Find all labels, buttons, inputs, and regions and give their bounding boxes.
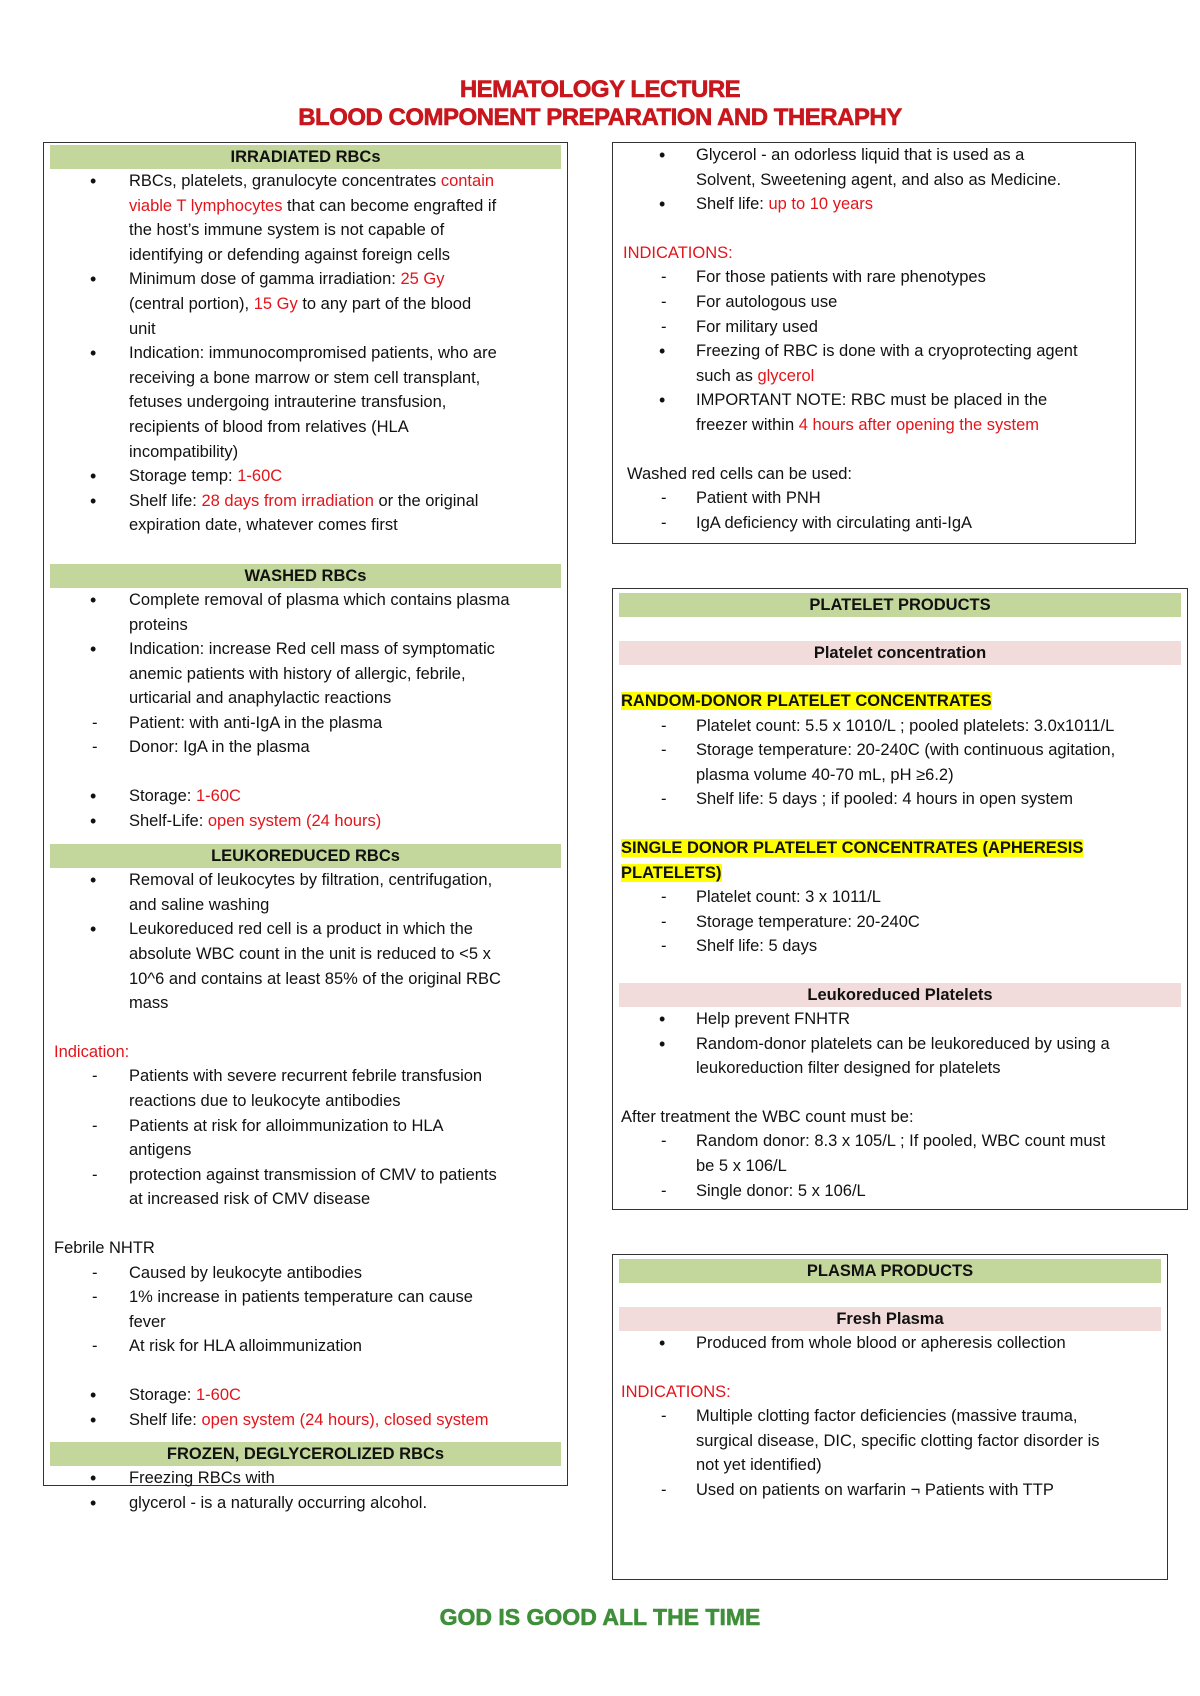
list-item: • RBCs, platelets, granulocyte concentrates contain <box>44 169 567 194</box>
list-item-cont: reactions due to leukocyte antibodies <box>129 1092 401 1110</box>
list-item: - Donor: IgA in the plasma <box>44 735 567 760</box>
list-item: - Platelet count: 3 x 1011/L <box>613 885 1187 910</box>
frozen-section-left <box>44 1466 567 1515</box>
washed-header: WASHED RBCs <box>50 564 561 588</box>
random-donor-label: RANDOM-DONOR PLATELET CONCENTRATES <box>621 692 992 710</box>
list-item: - Shelf life: 5 days <box>613 934 1187 959</box>
list-item: • Storage temp: 1-60C <box>44 464 567 489</box>
list-item: • Leukoreduced red cell is a product in which the <box>44 917 567 942</box>
plasma-products-box <box>612 1254 1168 1580</box>
platelet-concentration-subheader: Platelet concentration <box>619 641 1181 665</box>
frozen-header: FROZEN, DEGLYCEROLIZED RBCs <box>50 1442 561 1466</box>
fresh-plasma-subheader: Fresh Plasma <box>619 1307 1161 1331</box>
list-item: - Used on patients on warfarin ¬ Patients with TTP <box>613 1478 1167 1503</box>
list-item-cont: fever <box>129 1312 166 1331</box>
list-item: - 1% increase in patients temperature can cause <box>44 1285 567 1310</box>
list-item-cont: unit <box>129 319 156 338</box>
list-item: - Random donor: 8.3 x 105/L ; If pooled, WBC count must <box>613 1129 1187 1154</box>
list-item: • IMPORTANT NOTE: RBC must be placed in the <box>613 388 1135 413</box>
list-item: - Shelf life: 5 days ; if pooled: 4 hours in open system <box>613 787 1187 812</box>
after-treatment-label: After treatment the WBC count must be: <box>621 1107 914 1126</box>
list-item-cont: identifying or defending against foreign cells <box>129 245 451 264</box>
list-item: • Shelf life: 28 days from irradiation or the original <box>44 489 567 514</box>
list-item-cont: anemic patients with history of allergic, febrile, <box>129 664 466 683</box>
list-item: - Storage temperature: 20-240C (with continuous agitation, <box>613 738 1187 763</box>
list-item-cont: incompatibility) <box>129 442 239 461</box>
list-item: - For military used <box>613 315 1135 340</box>
single-donor-label: SINGLE DONOR PLATELET CONCENTRATES (APHERESIS PLATELETS) <box>621 838 1084 882</box>
list-item: • Shelf life: up to 10 years <box>613 192 1135 217</box>
list-item-cont: such as glycerol <box>696 366 815 385</box>
washed-use-label: Washed red cells can be used: <box>627 464 853 483</box>
list-item: • Produced from whole blood or apheresis collection <box>613 1331 1167 1356</box>
febrile-label: Febrile NHTR <box>54 1238 155 1257</box>
indications-label: INDICATIONS: <box>623 243 733 262</box>
list-item: - For autologous use <box>613 290 1135 315</box>
list-item-cont: antigens <box>129 1141 192 1160</box>
list-item-cont: be 5 x 106/L <box>696 1156 787 1175</box>
plasma-header: PLASMA PRODUCTS <box>619 1259 1161 1283</box>
list-item-cont: freezer within 4 hours after opening the system <box>696 415 1040 434</box>
list-item-cont: absolute WBC count in the unit is reduced to <5 x <box>129 945 491 964</box>
list-item-cont: urticarial and anaphylactic reactions <box>129 689 392 708</box>
document-title: HEMATOLOGY LECTURE <box>459 76 741 103</box>
list-item: - Caused by leukocyte antibodies <box>44 1261 567 1286</box>
list-item: • Storage: 1-60C <box>44 1383 567 1408</box>
left-column-box <box>43 142 568 1512</box>
footer-text: GOD IS GOOD ALL THE TIME <box>439 1604 761 1630</box>
list-item: • Storage: 1-60C <box>44 784 567 809</box>
list-item: - Patient with PNH <box>613 486 1135 511</box>
list-item-cont: surgical disease, DIC, specific clotting factor disorder is <box>696 1431 1100 1450</box>
list-item-cont: fetuses undergoing intrauterine transfusion, <box>129 393 447 412</box>
list-item: • Complete removal of plasma which contains plasma <box>44 588 567 613</box>
list-item: • glycerol - is a naturally occurring alcohol. <box>44 1491 567 1516</box>
list-item: • Shelf life: open system (24 hours), closed system <box>44 1408 567 1433</box>
list-item: • Indication: immunocompromised patients, who are <box>44 341 567 366</box>
platelet-header: PLATELET PRODUCTS <box>619 593 1181 617</box>
leukoreduced-header: LEUKOREDUCED RBCs <box>50 844 561 868</box>
list-item: • Freezing RBCs with <box>44 1466 567 1491</box>
list-item-cont: viable T lymphocytes that can become engrafted if <box>129 196 497 215</box>
list-item: - Multiple clotting factor deficiencies (massive trauma, <box>613 1404 1167 1429</box>
list-item-cont: receiving a bone marrow or stem cell transplant, <box>129 368 481 387</box>
list-item-cont: mass <box>129 994 169 1013</box>
list-item: • Help prevent FNHTR <box>613 1007 1187 1032</box>
washed-section <box>44 588 567 833</box>
document-subtitle: BLOOD COMPONENT PREPARATION AND THERAPHY <box>298 104 902 131</box>
list-item: - For those patients with rare phenotypes <box>613 265 1135 290</box>
list-item: - Patients at risk for alloimmunization to HLA <box>44 1114 567 1139</box>
list-item: • Glycerol - an odorless liquid that is used as a <box>613 143 1135 168</box>
list-item-cont: leukoreduction filter designed for platelets <box>696 1059 1001 1078</box>
list-item: • Minimum dose of gamma irradiation: 25 Gy <box>44 267 567 292</box>
list-item: • Removal of leukocytes by filtration, centrifugation, <box>44 868 567 893</box>
list-item-cont: expiration date, whatever comes first <box>129 516 398 535</box>
list-item-cont: recipients of blood from relatives (HLA <box>129 417 409 436</box>
list-item-cont: (central portion), 15 Gy to any part of the blood <box>129 294 472 313</box>
indications-label: INDICATIONS: <box>621 1382 731 1401</box>
list-item: • Shelf-Life: open system (24 hours) <box>44 809 567 834</box>
list-item-cont: at increased risk of CMV disease <box>129 1190 371 1209</box>
irradiated-section <box>44 169 567 538</box>
list-item: - Single donor: 5 x 106/L <box>613 1179 1187 1204</box>
list-item: - Patient: with anti-IgA in the plasma <box>44 711 567 736</box>
platelet-products-box <box>612 588 1188 1210</box>
list-item-cont: 10^6 and contains at least 85% of the original RBC <box>129 969 501 988</box>
list-item: - Platelet count: 5.5 x 1010/L ; pooled platelets: 3.0x1011/L <box>613 714 1187 739</box>
list-item: • Random-donor platelets can be leukoreduced by using a <box>613 1032 1187 1057</box>
list-item-cont: the host’s immune system is not capable of <box>129 221 445 240</box>
list-item: • Freezing of RBC is done with a cryoprotecting agent <box>613 339 1135 364</box>
list-item-cont: and saline washing <box>129 895 270 914</box>
list-item: - protection against transmission of CMV to patients <box>44 1163 567 1188</box>
irradiated-header: IRRADIATED RBCs <box>50 145 561 169</box>
list-item: • Indication: increase Red cell mass of symptomatic <box>44 637 567 662</box>
leukoreduced-platelets-subheader: Leukoreduced Platelets <box>619 983 1181 1007</box>
list-item-cont: not yet identified) <box>696 1456 822 1475</box>
list-item: - At risk for HLA alloimmunization <box>44 1334 567 1359</box>
leukoreduced-section <box>44 868 567 1432</box>
indication-label: Indication: <box>54 1042 130 1061</box>
frozen-continuation-box <box>612 142 1136 544</box>
list-item-cont: plasma volume 40-70 mL, pH ≥6.2) <box>696 765 954 784</box>
list-item: - Storage temperature: 20-240C <box>613 910 1187 935</box>
list-item: - IgA deficiency with circulating anti-IgA <box>613 511 1135 536</box>
list-item-cont: Solvent, Sweetening agent, and also as Medicine. <box>696 170 1062 189</box>
list-item: - Patients with severe recurrent febrile transfusion <box>44 1064 567 1089</box>
list-item-cont: proteins <box>129 615 188 634</box>
